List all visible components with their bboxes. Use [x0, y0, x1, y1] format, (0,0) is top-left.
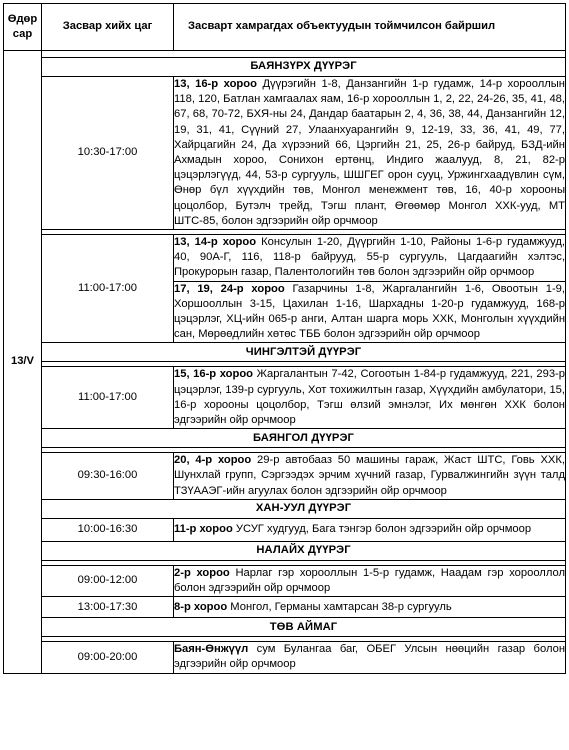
schedule-row	[4, 518, 566, 541]
location-cell	[174, 367, 566, 429]
khoroo-label: 2-р хороо	[174, 566, 230, 579]
location-cell	[174, 597, 566, 618]
header-time: Засвар хийх цаг	[42, 4, 174, 51]
time-cell: 09:30-16:00	[42, 453, 174, 500]
time-cell: 09:00-20:00	[42, 642, 174, 673]
khoroo-label: 13, 14-р хороо	[174, 236, 257, 249]
location-text: Нарлаг гэр хорооллын 1-5-р гудамж, Наадам гэр хорооллол болон эдгээрийн ойр орчмоор	[174, 566, 565, 595]
district-row	[4, 499, 566, 518]
schedule-table	[3, 3, 566, 674]
time-cell: 10:30-17:00	[42, 77, 174, 230]
schedule-row	[4, 642, 566, 673]
time-cell: 13:00-17:30	[42, 597, 174, 618]
district-row	[4, 343, 566, 362]
khoroo-label: 8-р хороо	[174, 600, 228, 613]
location-cell	[174, 235, 566, 282]
district-name: ТӨВ АЙМАГ	[42, 618, 566, 637]
district-row	[4, 618, 566, 637]
khoroo-label: 13, 16-р хороо	[174, 78, 257, 90]
location-text: Газарчины 1-8, Жаргалангийн 1-6, Овоотын 1-9, Хоршооллын 3-15, Цахилан 1-16, Шархадны 1-20-р гудамжууд, 168-р цэцэрлэг, ХЦ-ийн 065-р анги, Алтан шарга морь ХХК, Монголын хүүхдийн сан, Мөрөөдлийн хөтөс ТББ болон эдгээрийн ойр орчмоор	[174, 282, 565, 341]
district-name: БАЯНГОЛ ДҮҮРЭГ	[42, 429, 566, 448]
header-row	[4, 4, 566, 51]
location-text: 29-р автобааз 50 машины гараж, Жаст ШТС, Говь ХХК, Шунхлай групп, Сэргээдэх эрчим хүчний газар, Гурвалжингийн зүүн талд ТЗҮААЭГ-ийн агуулах болон эдгээрийн ойр орчмоор	[174, 454, 565, 497]
schedule-row	[4, 77, 566, 230]
header-date: Өдөр сар	[4, 4, 42, 51]
location-cell	[174, 518, 566, 541]
district-row	[4, 429, 566, 448]
district-name: БАЯНЗҮРХ ДҮҮРЭГ	[42, 58, 566, 77]
district-row	[4, 541, 566, 560]
time-cell: 11:00-17:00	[42, 367, 174, 429]
location-cell	[174, 281, 566, 343]
location-cell	[174, 642, 566, 673]
location-cell	[174, 453, 566, 500]
khoroo-label: 17, 19, 24-р хороо	[174, 282, 285, 295]
khoroo-label: 15, 16-р хороо	[174, 368, 253, 381]
district-name: ЧИНГЭЛТЭЙ ДҮҮРЭГ	[42, 343, 566, 362]
location-text: Консулын 1-20, Дүүргийн 1-10, Районы 1-6-р гудамжууд, 40, 90А-Г, 116, 118-р байрууд, 55-р сургууль, Цагдаагийн хэлтэс, Прокурорын газар, Палентологийн төв болон эдгээрийн ойр орчмоор	[174, 236, 565, 279]
location-text: Жаргалантын 7-42, Согоотын 1-84-р гудамжууд, 221, 293-р цэцэрлэг, 139-р сургууль, Хот тохижилтын газар, Хүүхдийн амбулатори, 15, 16-р хорооны цоцолбор, Тэгш өлзий эмнэлэг, Их мөнгөн ХХК болон эдгээрийн ойр орчмоор	[174, 368, 565, 427]
time-cell: 10:00-16:30	[42, 518, 174, 541]
district-name: НАЛАЙХ ДҮҮРЭГ	[42, 541, 566, 560]
location-text: УСУГ худгууд, Бага тэнгэр болон эдгээрийн ойр орчмоор	[232, 523, 532, 536]
location-cell	[174, 565, 566, 596]
khoroo-label: 11-р хороо	[174, 523, 233, 536]
schedule-row	[4, 367, 566, 429]
time-cell: 09:00-12:00	[42, 565, 174, 596]
khoroo-label: 20, 4-р хороо	[174, 454, 252, 467]
district-name: ХАН-УУЛ ДҮҮРЭГ	[42, 499, 566, 518]
district-row	[4, 58, 566, 77]
date-cell: 13/V	[4, 51, 42, 674]
time-cell: 11:00-17:00	[42, 235, 174, 343]
schedule-row	[4, 565, 566, 596]
location-text: сум Булангаа баг, ОБЕГ Улсын нөөцийн газар болон эдгээрийн ойр орчмоор	[174, 643, 565, 671]
location-text: Дүүрэгийн 1-8, Данзангийн 1-р гудамж, 14-р хорооллын 118, 120, Батлан хамгаалах яам, 16-р хорооллын 1, 2, 22, 24-26, 35, 41, 48, 67, 68, 70-72, БХЯ-ны 24, Дандар баатарын 2, 4, 36, 38, 44, Данзангийн 12, 19, 31, 41, Сүүний 27, Улаанхуарангийн 9, 12-19, 33, 36, 41, 49, 77, Хайрцагийн 24, Да хүрээний 66, Цэргийн 21, 25, 26-р байруд, БЗД-ийн Ахмадын хороо, Сонихон ертөнц, Индиго жаалууд, 8, 21, 82-р цэцэрлэгүүд, 44, 53-р сургууль, ШШГЕГ орон сууц, Уржингхаадүвлин сүм, Өнөр бүл хүүхдийн төв, Монгол менежмент төв, 16, 40-р хорооны цоцолбор, Бутэлч трейд, Тэгш плант, Өгөөмөр Монгол ХХК-ууд, МТ ШТС-85, болон эдгээрийн ойр орчмоор	[174, 78, 565, 227]
header-location: Засварт хамрагдах объектуудын тоймчилсон байршил	[174, 4, 566, 51]
schedule-row	[4, 453, 566, 500]
spacer-row	[4, 51, 566, 58]
location-text: Монгол, Германы хамтарсан 38-р сургууль	[227, 600, 452, 613]
location-cell	[174, 77, 566, 230]
khoroo-label: Баян-Өнжүүл	[174, 643, 249, 656]
schedule-row	[4, 235, 566, 282]
schedule-row	[4, 597, 566, 618]
